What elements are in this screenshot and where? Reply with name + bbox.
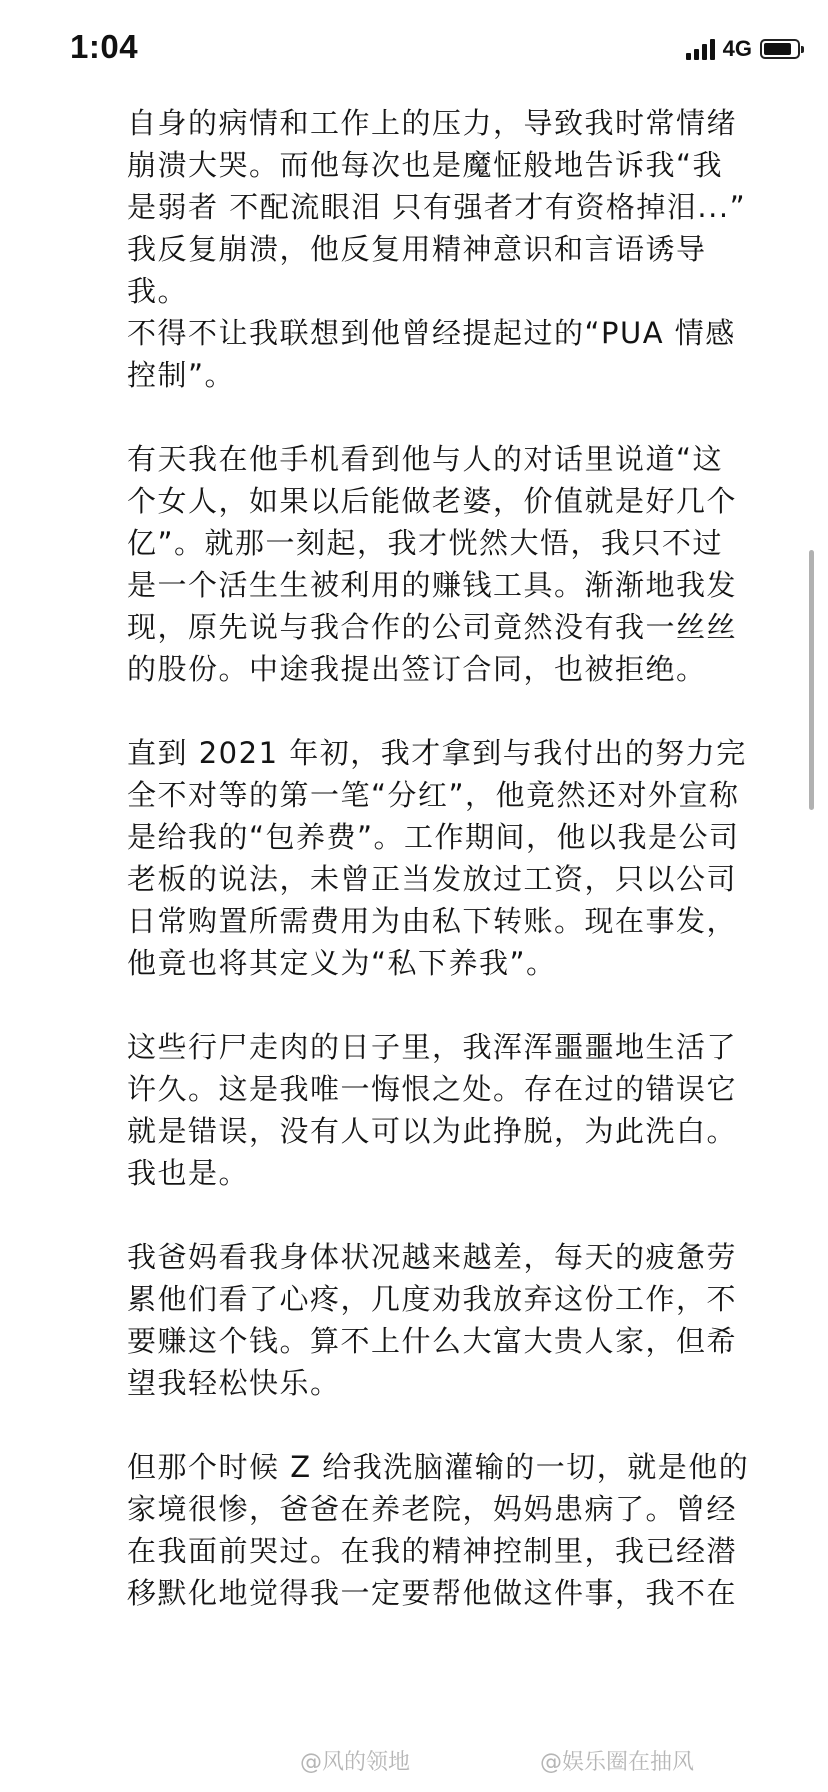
paragraph-line: 个女人，如果以后能做老婆，价值就是好几个	[127, 484, 738, 518]
paragraph-line: 我。	[127, 274, 189, 308]
paragraph-line: 现，原先说与我合作的公司竟然没有我一丝丝	[127, 610, 738, 644]
watermark-left: @风的领地	[300, 1750, 411, 1775]
paragraph-line: 日常购置所需费用为由私下转账。现在事发，	[127, 904, 738, 938]
status-bar	[0, 0, 828, 96]
article-body	[127, 102, 807, 1656]
paragraph-line: 是一个活生生被利用的赚钱工具。渐渐地我发	[127, 568, 738, 602]
article-paragraph	[127, 102, 807, 396]
paragraph-line: 家境很惨，爸爸在养老院，妈妈患病了。曾经	[127, 1492, 738, 1526]
status-indicators	[686, 34, 800, 64]
paragraph-line: 全不对等的第一笔“分红”，他竟然还对外宣称	[127, 778, 740, 812]
paragraph-line: 我反复崩溃，他反复用精神意识和言语诱导	[127, 232, 707, 266]
paragraph-line: 亿”。就那一刻起，我才恍然大悟，我只不过	[127, 526, 724, 560]
network-type-label: 4G	[722, 36, 752, 61]
paragraph-line: 在我面前哭过。在我的精神控制里，我已经潜	[127, 1534, 738, 1568]
article-paragraph	[127, 1446, 807, 1614]
paragraph-line: 自身的病情和工作上的压力，导致我时常情绪	[127, 106, 738, 140]
article-paragraph	[127, 732, 807, 984]
paragraph-line: 他竟也将其定义为“私下养我”。	[127, 946, 557, 980]
paragraph-line: 移默化地觉得我一定要帮他做这件事，我不在	[127, 1576, 738, 1610]
battery-fill	[764, 43, 791, 55]
status-time: 1:04	[70, 28, 139, 65]
paragraph-line: 有天我在他手机看到他与人的对话里说道“这	[127, 442, 724, 476]
paragraph-line: 但那个时候 Z 给我洗脑灌输的一切，就是他的	[127, 1450, 750, 1484]
paragraph-line: 直到 2021 年初，我才拿到与我付出的努力完	[127, 736, 747, 770]
battery-icon	[760, 39, 800, 59]
paragraph-line: 我也是。	[127, 1156, 250, 1190]
paragraph-line: 要赚这个钱。算不上什么大富大贵人家，但希	[127, 1324, 738, 1358]
paragraph-line: 是弱者 不配流眼泪 只有强者才有资格掉泪...”	[127, 190, 747, 224]
paragraph-line: 我爸妈看我身体状况越来越差，每天的疲惫劳	[127, 1240, 738, 1274]
paragraph-line: 这些行尸走肉的日子里，我浑浑噩噩地生活了	[127, 1030, 738, 1064]
article-paragraph	[127, 1026, 807, 1194]
signal-icon	[686, 38, 715, 60]
paragraph-line: 就是错误，没有人可以为此挣脱，为此洗白。	[127, 1114, 738, 1148]
article-paragraph	[127, 438, 807, 690]
paragraph-line: 望我轻松快乐。	[127, 1366, 341, 1400]
battery-cap	[801, 46, 804, 53]
article-paragraph	[127, 1236, 807, 1404]
scrollbar[interactable]	[809, 550, 814, 810]
paragraph-line: 许久。这是我唯一悔恨之处。存在过的错误它	[127, 1072, 738, 1106]
paragraph-line: 是给我的“包养费”。工作期间，他以我是公司	[127, 820, 740, 854]
paragraph-line: 累他们看了心疼，几度劝我放弃这份工作，不	[127, 1282, 738, 1316]
paragraph-line: 老板的说法，未曾正当发放过工资，只以公司	[127, 862, 738, 896]
paragraph-line: 不得不让我联想到他曾经提起过的“PUA 情感	[127, 316, 736, 350]
watermark-right: @娱乐圈在抽风	[540, 1750, 695, 1775]
paragraph-line: 的股份。中途我提出签订合同，也被拒绝。	[127, 652, 707, 686]
paragraph-line: 控制”。	[127, 358, 236, 392]
paragraph-line: 崩溃大哭。而他每次也是魔怔般地告诉我“我	[127, 148, 724, 182]
